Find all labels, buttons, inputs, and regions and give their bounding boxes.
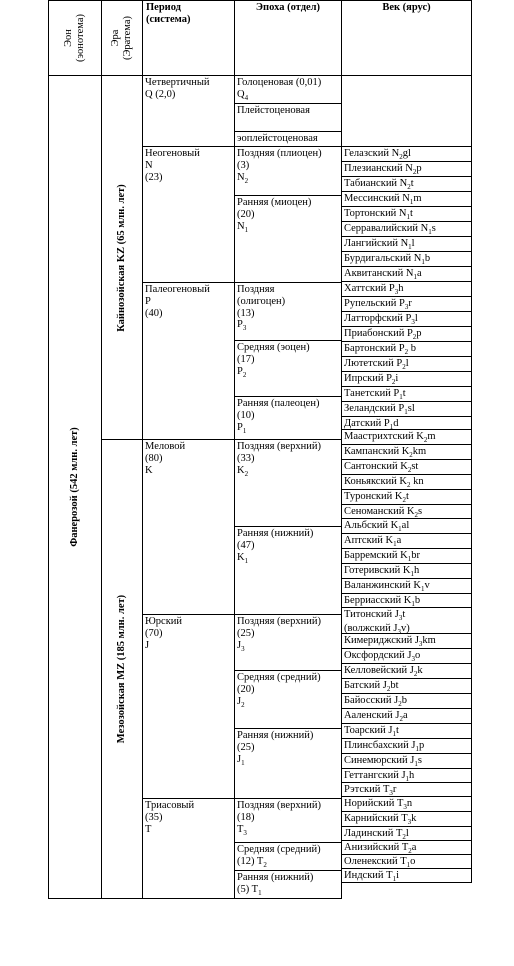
age-cell (341, 444, 472, 460)
epoch-cell (234, 340, 342, 397)
epoch-cell (234, 526, 342, 615)
period-text: P (145, 295, 151, 307)
epoch-text: $J_2$ (237, 695, 245, 709)
age-cell (341, 459, 472, 475)
epoch-cell (234, 195, 342, 283)
stage-label: Норийский $T_3n$ (344, 798, 413, 812)
epoch-text: $J_3$ (237, 639, 245, 653)
age-cell (341, 206, 472, 222)
period-text: Палеогеновый (145, 284, 210, 295)
stage-label: Маастрихтский $K_2m$ (344, 431, 436, 445)
epoch-text: $K_1$ (237, 551, 249, 565)
epoch-text: Ранняя (нижний) (237, 528, 314, 539)
stage-label: Датский $P_1d$ (344, 418, 399, 432)
age-cell (341, 868, 472, 883)
age-cell (341, 738, 472, 754)
epoch-text: (олигоцен) (237, 295, 286, 307)
age-cell (341, 401, 472, 417)
age-cell (341, 221, 472, 237)
age-cell (341, 356, 472, 372)
age-cell (341, 648, 472, 664)
epoch-text: $T_3$ (237, 823, 247, 837)
age-cell (341, 768, 472, 783)
eon-cell (48, 75, 102, 899)
stage-label: Келловейский $J_2k$ (344, 665, 423, 679)
age-cell (341, 341, 472, 357)
period-cell (142, 282, 235, 440)
epoch-cell (234, 614, 342, 671)
age-cell (341, 693, 472, 709)
period-cell (142, 439, 235, 615)
eon-label: Фанерозой (542 млн. лет) (69, 427, 81, 547)
stage-label: Аквитанский $N_1a$ (344, 268, 422, 282)
stage-label: Берриасский $K_1b$ (344, 595, 421, 609)
stage-label: Оленекский $T_1o$ (344, 856, 416, 870)
epoch-text: (10) (237, 409, 255, 421)
age-cell (341, 296, 472, 312)
stage-label: Кампанский $K_2km$ (344, 446, 427, 460)
stage-label: Танетский $P_1t$ (344, 388, 406, 402)
header-eon-label: Эон (эонотема) (62, 14, 86, 62)
stage-label: Зеландский $P_1sl$ (344, 403, 415, 417)
age-cell (341, 633, 472, 649)
stage-label: Мессинский $N_1m$ (344, 193, 422, 207)
epoch-cell (234, 670, 342, 729)
period-text: Q (2,0) (145, 88, 176, 100)
stage-label: Геттангский $J_1h$ (344, 770, 415, 784)
stage-label: Анизийский $T_2a$ (344, 842, 417, 856)
epoch-text: (20) (237, 208, 255, 220)
age-cell (341, 678, 472, 694)
age-cell (341, 607, 472, 637)
period-text: Юрский (145, 616, 183, 627)
header-era (101, 0, 143, 76)
period-text: J (145, 639, 150, 651)
age-cell (341, 826, 472, 841)
stage-label: Рэтский $T_3r$ (344, 784, 397, 798)
epoch-text: $P_3$ (237, 319, 247, 333)
period-cell (142, 146, 235, 283)
stage-label: Приабонский $P_2p$ (344, 328, 422, 342)
epoch-text: (13) (237, 307, 255, 319)
epoch-text: Поздняя (плиоцен) (237, 148, 322, 159)
stage-label: Синемюрский $J_1s$ (344, 755, 422, 769)
stage-label: Индский $T_1i$ (344, 870, 400, 884)
stage-label: Готеривский $K_1h$ (344, 565, 420, 579)
age-cell (341, 708, 472, 724)
epoch-cell (234, 842, 342, 871)
age-cell-empty (341, 75, 472, 147)
age-cell (341, 548, 472, 564)
epoch-text: Средняя (средний) (237, 844, 321, 855)
epoch-text: Ранняя (миоцен) (237, 197, 312, 208)
epoch-text: (17) (237, 353, 255, 365)
epoch-text: (25) (237, 741, 255, 753)
epoch-text: Голоценовая (0,01) (237, 77, 322, 88)
age-cell (341, 782, 472, 797)
age-cell (341, 326, 472, 342)
stage-label: Коньякский $K_2$ kn (344, 476, 424, 490)
stage-label: Сеноманский $K_2s$ (344, 506, 423, 520)
header-era-label: Эра (Эратема) (109, 15, 133, 61)
period-text: Неогеновый (145, 148, 200, 159)
stage-label: Барремский $K_1br$ (344, 550, 420, 564)
age-cell (341, 474, 472, 490)
stage-label: Латторфский $P_3l$ (344, 313, 418, 327)
period-text: (80) (145, 452, 163, 464)
epoch-cell (234, 103, 342, 132)
era-label: Кайнозойская KZ (65 млн. лет) (116, 183, 128, 332)
epoch-text: $P_1$ (237, 421, 247, 435)
epoch-text: (18) (237, 811, 255, 823)
header-epoch-label: Эпоха (отдел) (255, 2, 321, 13)
epoch-text: $K_2$ (237, 464, 249, 478)
epoch-text: $P_2$ (237, 365, 247, 379)
period-text: K (145, 464, 153, 476)
epoch-text: $N_2$ (237, 171, 249, 185)
epoch-text: (25) (237, 627, 255, 639)
era-cell (101, 439, 143, 899)
age-cell (341, 504, 472, 519)
epoch-text: эоплейстоценовая (237, 133, 318, 145)
epoch-text: Поздняя (верхний) (237, 800, 321, 811)
header-period (142, 0, 235, 76)
epoch-text: Поздняя (верхний) (237, 616, 321, 627)
period-text: Меловой (145, 441, 186, 452)
age-cell (341, 753, 472, 769)
epoch-text: Плейстоценовая (237, 105, 310, 116)
epoch-text: (12) $T_2$ (237, 855, 267, 869)
epoch-cell (234, 282, 342, 341)
stage-label: Плезианский $N_2p$ (344, 163, 422, 177)
epoch-cell (234, 146, 342, 196)
stage-label: Гелазский $N_2gl$ (344, 148, 411, 162)
period-text: Четвертичный (145, 77, 210, 88)
age-cell (341, 146, 472, 162)
age-cell (341, 518, 472, 534)
age-cell (341, 281, 472, 297)
age-cell (341, 578, 472, 594)
header-age (341, 0, 472, 76)
stage-label: Альбский $K_1al$ (344, 520, 410, 534)
epoch-text: (5) $T_1$ (237, 883, 262, 897)
stage-label: Карнийский $T_3k$ (344, 813, 417, 827)
epoch-text: (47) (237, 539, 255, 551)
epoch-text: Ранняя (нижний) (237, 730, 314, 741)
stage-label: Батский $J_2bt$ (344, 680, 399, 694)
age-cell (341, 191, 472, 207)
stage-label: Кимериджский $J_3km$ (344, 635, 436, 649)
epoch-cell (234, 396, 342, 440)
epoch-text: Поздняя (верхний) (237, 441, 321, 452)
age-cell (341, 236, 472, 252)
stage-label: Рупельский $P_3r$ (344, 298, 412, 312)
age-cell (341, 416, 472, 430)
epoch-text: Поздняя (237, 284, 275, 295)
period-text: T (145, 823, 152, 835)
age-cell (341, 311, 472, 327)
period-text: (70) (145, 627, 163, 639)
stage-label: Валанжинский $K_1v$ (344, 580, 430, 594)
stage-label: Титонский $J_3t$ (волжский $J_3v$) (344, 609, 410, 637)
epoch-cell (234, 75, 342, 104)
age-cell (341, 593, 472, 608)
stage-label: Байосский $J_2b$ (344, 695, 407, 709)
stage-label: Ааленский $J_2a$ (344, 710, 408, 724)
stage-label: Туронский $K_2t$ (344, 491, 409, 505)
age-cell (341, 533, 472, 549)
age-cell (341, 563, 472, 579)
period-text: (35) (145, 811, 163, 823)
age-cell (341, 854, 472, 869)
stage-label: Хаттский $P_3h$ (344, 283, 404, 297)
header-period-label: Период (система) (146, 2, 191, 25)
epoch-cell (234, 728, 342, 799)
header-eon (48, 0, 102, 76)
era-label: Мезозойская MZ (185 млн. лет) (116, 594, 128, 744)
period-text: N (145, 159, 153, 171)
age-cell (341, 796, 472, 812)
epoch-cell (234, 131, 342, 147)
stage-label: Тоарский $J_1t$ (344, 725, 399, 739)
age-cell (341, 251, 472, 267)
epoch-cell (234, 798, 342, 843)
stage-label: Аптский $K_1a$ (344, 535, 402, 549)
epoch-text: Средняя (средний) (237, 672, 321, 683)
epoch-cell (234, 439, 342, 527)
stage-label: Ладинский $T_2l$ (344, 828, 409, 842)
epoch-cell (234, 870, 342, 899)
age-cell (341, 663, 472, 679)
age-cell (341, 161, 472, 177)
period-cell (142, 798, 235, 899)
period-text: Триасовый (145, 800, 195, 811)
stage-label: Табианский $N_2t$ (344, 178, 414, 192)
stage-label: Серравалийский $N_1s$ (344, 223, 436, 237)
epoch-text: $J_1$ (237, 753, 245, 767)
epoch-text: $Q_4$ (237, 88, 249, 102)
stage-label: Бартонский $P_2$ b (344, 343, 416, 357)
stage-label: Лютетский $P_2l$ (344, 358, 409, 372)
epoch-text: (33) (237, 452, 255, 464)
period-cell (142, 75, 235, 147)
age-cell (341, 386, 472, 402)
header-epoch (234, 0, 342, 76)
stage-label: Оксфордский $J_3o$ (344, 650, 421, 664)
period-text: (40) (145, 307, 163, 319)
age-cell (341, 489, 472, 505)
header-age-label: Век (ярус) (382, 2, 431, 13)
age-cell (341, 811, 472, 827)
era-cell (101, 75, 143, 440)
stage-label: Сантонский $K_2st$ (344, 461, 419, 475)
epoch-text: Ранняя (нижний) (237, 872, 314, 883)
epoch-text: (3) (237, 159, 250, 171)
period-text: (23) (145, 171, 163, 183)
epoch-text: (20) (237, 683, 255, 695)
epoch-text: Ранняя (палеоцен) (237, 398, 320, 409)
age-cell (341, 429, 472, 445)
period-cell (142, 614, 235, 799)
epoch-text: $N_1$ (237, 220, 249, 234)
age-cell (341, 371, 472, 387)
age-cell (341, 840, 472, 855)
stage-label: Тортонский $N_1t$ (344, 208, 413, 222)
age-cell (341, 176, 472, 192)
stage-label: Лангийский $N_1l$ (344, 238, 415, 252)
age-cell (341, 723, 472, 739)
stage-label: Бурдигальский $N_1b$ (344, 253, 431, 267)
epoch-text: Средняя (эоцен) (237, 342, 310, 353)
stage-label: Плинсбахский $J_1p$ (344, 740, 425, 754)
age-cell (341, 266, 472, 282)
stage-label: Ипрский $P_2i$ (344, 373, 399, 387)
